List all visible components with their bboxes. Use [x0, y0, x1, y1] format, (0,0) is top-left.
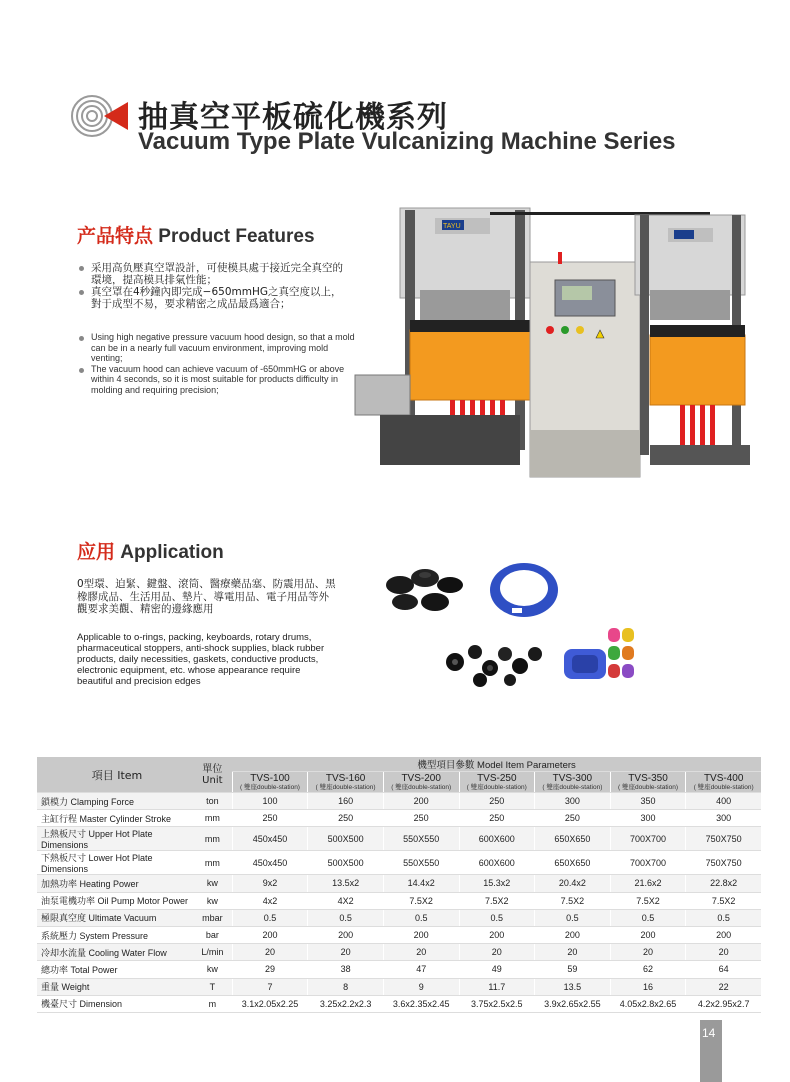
value-cell: 11.7 [459, 978, 535, 995]
item-name-cn: 極限真空度 [41, 914, 87, 925]
list-item: 真空罩在4秒鐘內即完成−650mmHG之真空度以上，對于成型不易，要求精密之成品最爲適合； [77, 286, 347, 310]
model-name: TVS-160 [325, 773, 366, 784]
table-row [37, 926, 761, 943]
unit-header-en: Unit [202, 774, 223, 786]
value-cell: 0.5 [308, 909, 384, 926]
item-name-cn: 主缸行程 [41, 814, 78, 825]
item-name-cn: 冷却水流量 [41, 948, 87, 959]
item-name-en: Total Power [70, 964, 118, 975]
value-cell: 0.5 [232, 909, 308, 926]
value-cell: 700X700 [610, 827, 686, 851]
value-cell: 7 [232, 978, 308, 995]
item-name-cn: 鎖模力 [41, 797, 69, 808]
value-cell: 7.5X2 [686, 892, 761, 909]
item-cell [37, 875, 193, 892]
item-cell [37, 961, 193, 978]
value-cell: 750X750 [686, 827, 761, 851]
item-header: 項目 Item [37, 757, 193, 793]
value-cell: 21.6x2 [610, 875, 686, 892]
unit-cell: mbar [193, 909, 232, 926]
value-cell: 300 [610, 810, 686, 827]
model-header-cell [686, 772, 761, 793]
table-row [37, 875, 761, 892]
model-group-header: 機型項目參數 Model Item Parameters [232, 757, 761, 772]
item-name-en: Upper Hot Plate Dimensions [41, 829, 153, 851]
value-cell: 14.4x2 [383, 875, 459, 892]
model-header-cell [308, 772, 384, 793]
model-station-label: ( 雙座double-station) [315, 784, 376, 791]
item-name-cn: 上熱板尺寸 [41, 830, 87, 841]
value-cell: 200 [610, 926, 686, 943]
value-cell: 250 [535, 810, 611, 827]
application-text-cn: 0型環、迫緊、鍵盤、滾筒、醫療藥品塞、防震用品、黑橡膠成品、生活用品、墊片、導電用品、電子用品等外觀要求美觀、精密的邊緣應用 [77, 578, 336, 615]
table-row [37, 851, 761, 875]
value-cell: 750X750 [686, 851, 761, 875]
value-cell: 700X700 [610, 851, 686, 875]
unit-cell: L/min [193, 944, 232, 961]
value-cell: 20 [459, 944, 535, 961]
unit-cell: T [193, 978, 232, 995]
model-name: TVS-200 [401, 773, 441, 784]
table-row [37, 892, 761, 909]
model-name: TVS-300 [552, 773, 593, 784]
value-cell: 100 [232, 793, 308, 810]
value-cell: 16 [610, 978, 686, 995]
value-cell: 47 [383, 961, 459, 978]
item-cell [37, 995, 193, 1012]
unit-cell: mm [193, 851, 232, 875]
application-heading-cn: 应用 [77, 541, 116, 563]
value-cell: 200 [383, 926, 459, 943]
unit-cell: kw [193, 875, 232, 892]
value-cell: 20 [686, 944, 761, 961]
table-row [37, 961, 761, 978]
value-cell: 250 [459, 810, 535, 827]
value-cell: 9x2 [232, 875, 308, 892]
value-cell: 4x2 [232, 892, 308, 909]
table-body [37, 793, 761, 1013]
value-cell: 550X550 [383, 827, 459, 851]
value-cell: 20 [232, 944, 308, 961]
value-cell: 0.5 [383, 909, 459, 926]
colored-silicone-covers-photo [562, 624, 642, 694]
blue-ring-photo [488, 560, 560, 620]
value-cell: 9 [383, 978, 459, 995]
value-cell: 4.2x2.95x2.7 [686, 995, 761, 1012]
model-name: TVS-400 [703, 773, 744, 784]
value-cell: 200 [459, 926, 535, 943]
value-cell: 7.5X2 [459, 892, 535, 909]
model-header-cell [459, 772, 535, 793]
value-cell: 20 [383, 944, 459, 961]
features-heading-en: Product Features [158, 226, 315, 247]
item-cell [37, 793, 193, 810]
model-station-label: ( 雙座double-station) [391, 784, 452, 791]
value-cell: 650X650 [535, 827, 611, 851]
application-heading [77, 537, 224, 564]
value-cell: 450x450 [232, 827, 308, 851]
value-cell: 250 [232, 810, 308, 827]
features-heading-cn: 产品特点 [77, 225, 154, 247]
unit-cell: m [193, 995, 232, 1012]
item-cell [37, 978, 193, 995]
model-header-cell [383, 772, 459, 793]
value-cell: 550X550 [383, 851, 459, 875]
value-cell: 400 [686, 793, 761, 810]
item-name-cn: 機臺尺寸 [41, 1000, 78, 1011]
item-cell [37, 827, 193, 851]
item-name-en: Master Cylinder Stroke [79, 813, 172, 824]
value-cell: 160 [308, 793, 384, 810]
value-cell: 15.3x2 [459, 875, 535, 892]
value-cell: 8 [308, 978, 384, 995]
page-title-cn: 抽真空平板硫化機系列 [138, 100, 448, 135]
item-name-en: Heating Power [79, 878, 139, 889]
value-cell: 300 [686, 810, 761, 827]
value-cell: 7.5X2 [383, 892, 459, 909]
item-name-en: Clamping Force [70, 796, 135, 807]
item-name-cn: 重量 [41, 983, 60, 994]
value-cell: 200 [308, 926, 384, 943]
model-name: TVS-250 [477, 773, 517, 784]
item-cell [37, 926, 193, 943]
value-cell: 4X2 [308, 892, 384, 909]
features-cn-list [77, 262, 347, 310]
table-row [37, 810, 761, 827]
value-cell: 29 [232, 961, 308, 978]
brand-label-left: TAYU [443, 223, 461, 230]
value-cell: 38 [308, 961, 384, 978]
black-grommets-photo [440, 640, 550, 690]
target-logo-icon [70, 92, 130, 140]
value-cell: 0.5 [686, 909, 761, 926]
application-heading-en: Application [120, 542, 224, 563]
value-cell: 4.05x2.8x2.65 [610, 995, 686, 1012]
model-header-cell [232, 772, 308, 793]
unit-cell: mm [193, 827, 232, 851]
value-cell: 200 [686, 926, 761, 943]
value-cell: 0.5 [459, 909, 535, 926]
table-row [37, 909, 761, 926]
value-cell: 22.8x2 [686, 875, 761, 892]
model-name: TVS-350 [628, 773, 668, 784]
value-cell: 250 [383, 810, 459, 827]
value-cell: 20 [610, 944, 686, 961]
model-station-label: ( 雙座double-station) [542, 784, 603, 791]
list-item: 采用高负壓真空罩設計，可使模具處于接近完全真空的環境，提高模具排氣性能； [77, 262, 347, 286]
item-name-en: Dimension [79, 999, 123, 1010]
item-name-cn: 下熱板尺寸 [41, 854, 87, 865]
value-cell: 200 [232, 926, 308, 943]
table-row [37, 793, 761, 810]
value-cell: 22 [686, 978, 761, 995]
value-cell: 3.9x2.65x2.55 [535, 995, 611, 1012]
value-cell: 64 [686, 961, 761, 978]
value-cell: 300 [535, 793, 611, 810]
value-cell: 600X600 [459, 851, 535, 875]
item-name-en: Ultimate Vacuum [88, 913, 157, 924]
page-title-en: Vacuum Type Plate Vulcanizing Machine Series [138, 128, 676, 155]
list-item: Using high negative pressure vacuum hood design, so that a mold can be in a nearly full vacuum environment, improving mold venting; [77, 332, 355, 364]
model-station-label: ( 雙座double-station) [618, 784, 679, 791]
item-cell [37, 909, 193, 926]
item-name-en: Cooling Water Flow [88, 947, 167, 958]
features-heading [77, 221, 315, 248]
item-cell [37, 810, 193, 827]
value-cell: 200 [383, 793, 459, 810]
machine-photo [350, 190, 770, 490]
table-row [37, 827, 761, 851]
value-cell: 3.1x2.05x2.25 [232, 995, 308, 1012]
table-row [37, 978, 761, 995]
item-name-en: Lower Hot Plate Dimensions [41, 853, 153, 875]
model-header-cell [535, 772, 611, 793]
value-cell: 20 [535, 944, 611, 961]
value-cell: 59 [535, 961, 611, 978]
table-row [37, 944, 761, 961]
value-cell: 3.25x2.2x2.3 [308, 995, 384, 1012]
item-cell [37, 944, 193, 961]
unit-cell: bar [193, 926, 232, 943]
value-cell: 3.6x2.35x2.45 [383, 995, 459, 1012]
value-cell: 250 [459, 793, 535, 810]
value-cell: 62 [610, 961, 686, 978]
value-cell: 500X500 [308, 851, 384, 875]
item-name-cn: 加熱功率 [41, 879, 78, 890]
unit-header-cn: 單位 [202, 763, 223, 775]
item-cell [37, 892, 193, 909]
value-cell: 200 [535, 926, 611, 943]
value-cell: 3.75x2.5x2.5 [459, 995, 535, 1012]
value-cell: 350 [610, 793, 686, 810]
table-row [37, 995, 761, 1012]
model-station-label: ( 雙座double-station) [693, 784, 754, 791]
item-name-cn: 油泵電機功率 [41, 897, 96, 908]
page-number: 14 [702, 1026, 716, 1040]
item-name-cn: 總功率 [41, 965, 69, 976]
item-name-en: Oil Pump Motor Power [97, 896, 189, 907]
item-name-en: System Pressure [79, 930, 149, 941]
model-name: TVS-100 [250, 773, 290, 784]
unit-cell: kw [193, 961, 232, 978]
model-header-cell [610, 772, 686, 793]
value-cell: 250 [308, 810, 384, 827]
application-text-en: Applicable to o-rings, packing, keyboards, rotary drums, pharmaceutical stoppers, anti-shock supplies, black rubber products, daily necessities, gaskets, conductive products, electronic equipment, etc. whose appearance require beautiful and precision edges [77, 632, 325, 687]
unit-cell: kw [193, 892, 232, 909]
model-station-label: ( 雙座double-station) [240, 784, 300, 791]
value-cell: 450x450 [232, 851, 308, 875]
value-cell: 0.5 [610, 909, 686, 926]
value-cell: 20.4x2 [535, 875, 611, 892]
item-name-cn: 系統壓力 [41, 931, 78, 942]
value-cell: 7.5X2 [535, 892, 611, 909]
value-cell: 20 [308, 944, 384, 961]
value-cell: 500X500 [308, 827, 384, 851]
unit-cell: mm [193, 810, 232, 827]
value-cell: 650X650 [535, 851, 611, 875]
unit-header [193, 757, 232, 793]
features-en-list [77, 332, 355, 395]
value-cell: 13.5x2 [308, 875, 384, 892]
parameter-table [37, 757, 761, 1013]
value-cell: 600X600 [459, 827, 535, 851]
item-name-en: Weight [61, 982, 90, 993]
item-cell [37, 851, 193, 875]
value-cell: 7.5X2 [610, 892, 686, 909]
value-cell: 0.5 [535, 909, 611, 926]
value-cell: 49 [459, 961, 535, 978]
list-item: The vacuum hood can achieve vacuum of -650mmHG or above within 4 seconds, so it is most suitable for products difficulty in molding and requiring precision; [77, 364, 355, 396]
black-rubber-caps-photo [380, 560, 470, 620]
value-cell: 13.5 [535, 978, 611, 995]
model-station-label: ( 雙座double-station) [466, 784, 527, 791]
unit-cell: ton [193, 793, 232, 810]
